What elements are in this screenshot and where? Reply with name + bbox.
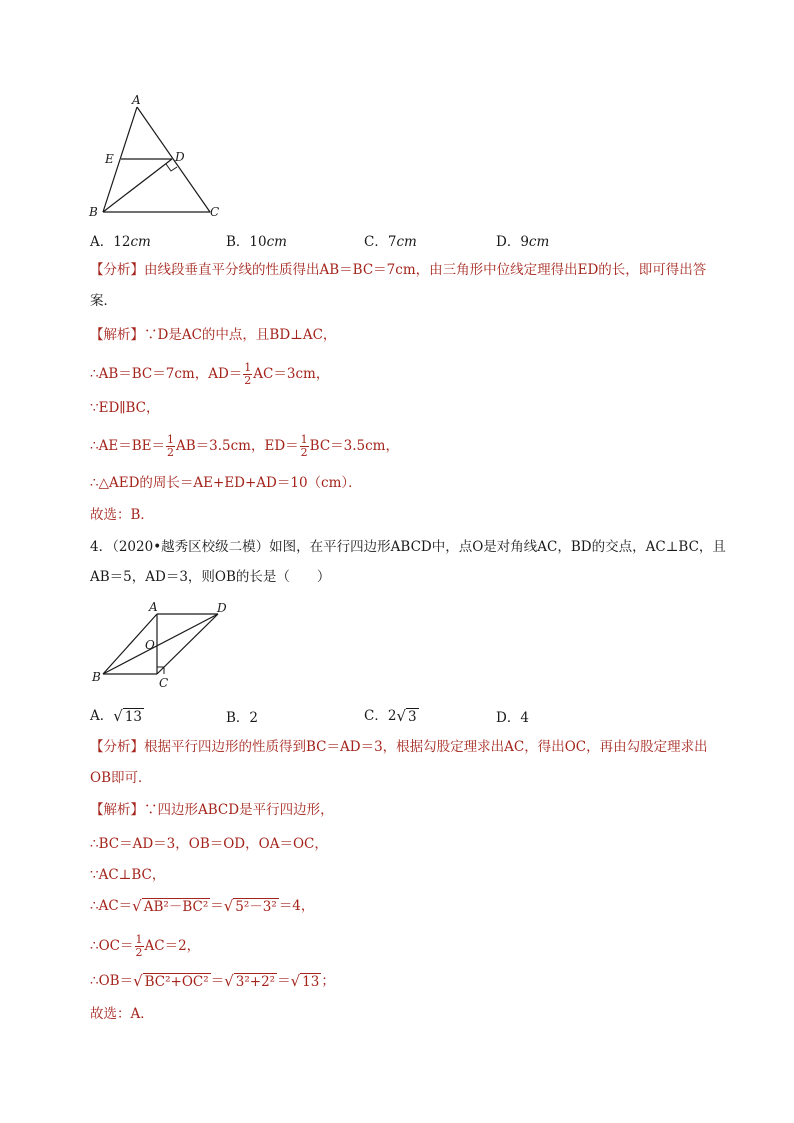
option-a: A． √ 13 (90, 707, 142, 725)
option-a: A．12cm (90, 234, 151, 250)
q4-analysis-line-2: OB即可． (90, 770, 152, 786)
q4-solution-line-3: ∵AC⊥BC， (90, 867, 166, 883)
q4-analysis-line-1: 【分析】根据平行四边形的性质得到BC＝AD＝3，根据勾股定理求出AC，得出OC，再由勾股定理求出 (90, 739, 708, 755)
q4-solution-line-2: ∴BC＝AD＝3，OB＝OD，OA＝OC， (90, 836, 328, 852)
label-b: B (89, 205, 98, 219)
q4-solution-line-4: ∴AC＝ √ AB²－BC² ＝ √ 5²－3² ＝4， (90, 897, 315, 915)
option-d: D．9cm (496, 234, 550, 250)
parallelogram-figure (85, 597, 245, 692)
label-d: D (175, 150, 185, 164)
label-b: B (92, 670, 101, 684)
label-e: E (105, 152, 114, 166)
q4-stem-line-2: AB＝5，AD＝3，则OB的长是（ ） (90, 569, 331, 585)
label-c: C (210, 205, 220, 219)
q3-solution-line-4: ∴AE＝BE＝ $\frac{1}{2}$ AB＝3.5cm，ED＝ $\frac{1}{2}$ BC＝3.5cm， (90, 433, 399, 459)
label-c: C (159, 676, 169, 690)
option-d: D．4 (496, 710, 529, 726)
option-b: B．2 (226, 710, 259, 726)
option-b: B．10cm (226, 234, 287, 250)
q3-analysis-line-1: 【分析】由线段垂直平分线的性质得出AB＝BC＝7cm，由三角形中位线定理得出ED的长，即可得出答 (90, 262, 707, 278)
q3-solution-line-3: ∵ED∥BC， (90, 400, 160, 416)
option-c: C．2 √ 3 (364, 707, 417, 725)
q3-solution-line-1: 【解析】∵D是AC的中点，且BD⊥AC， (90, 327, 337, 343)
label-a: A (149, 600, 158, 614)
q4-stem-line-1: 4．（2020•越秀区校级二模）如图，在平行四边形ABCD中，点O是对角线AC，BD的交点，AC⊥BC，且 (90, 539, 726, 555)
label-a: A (132, 93, 141, 107)
label-d: D (217, 601, 227, 615)
q4-solution-line-5: ∴OC＝ $\frac{1}{2}$ AC＝2， (90, 933, 201, 959)
q3-solution-line-5: ∴△AED的周长＝AE+ED+AD＝10（cm）． (90, 475, 362, 491)
q3-analysis-line-2: 案． (90, 293, 117, 309)
triangle-figure (85, 92, 235, 222)
q4-solution-line-1: 【解析】∵四边形ABCD是平行四边形， (90, 802, 334, 818)
label-o: O (145, 638, 155, 652)
q3-answer: 故选：B． (90, 507, 154, 523)
q4-solution-line-6: ∴OB＝ √ BC²+OC² ＝ √ 3²+2² ＝ √ 13 ； (90, 972, 335, 990)
option-c: C．7cm (364, 234, 417, 250)
q4-answer: 故选：A． (90, 1006, 154, 1022)
q3-solution-line-2: ∴AB＝BC＝7cm，AD＝ $\frac{1}{2}$ AC＝3cm， (90, 361, 330, 387)
